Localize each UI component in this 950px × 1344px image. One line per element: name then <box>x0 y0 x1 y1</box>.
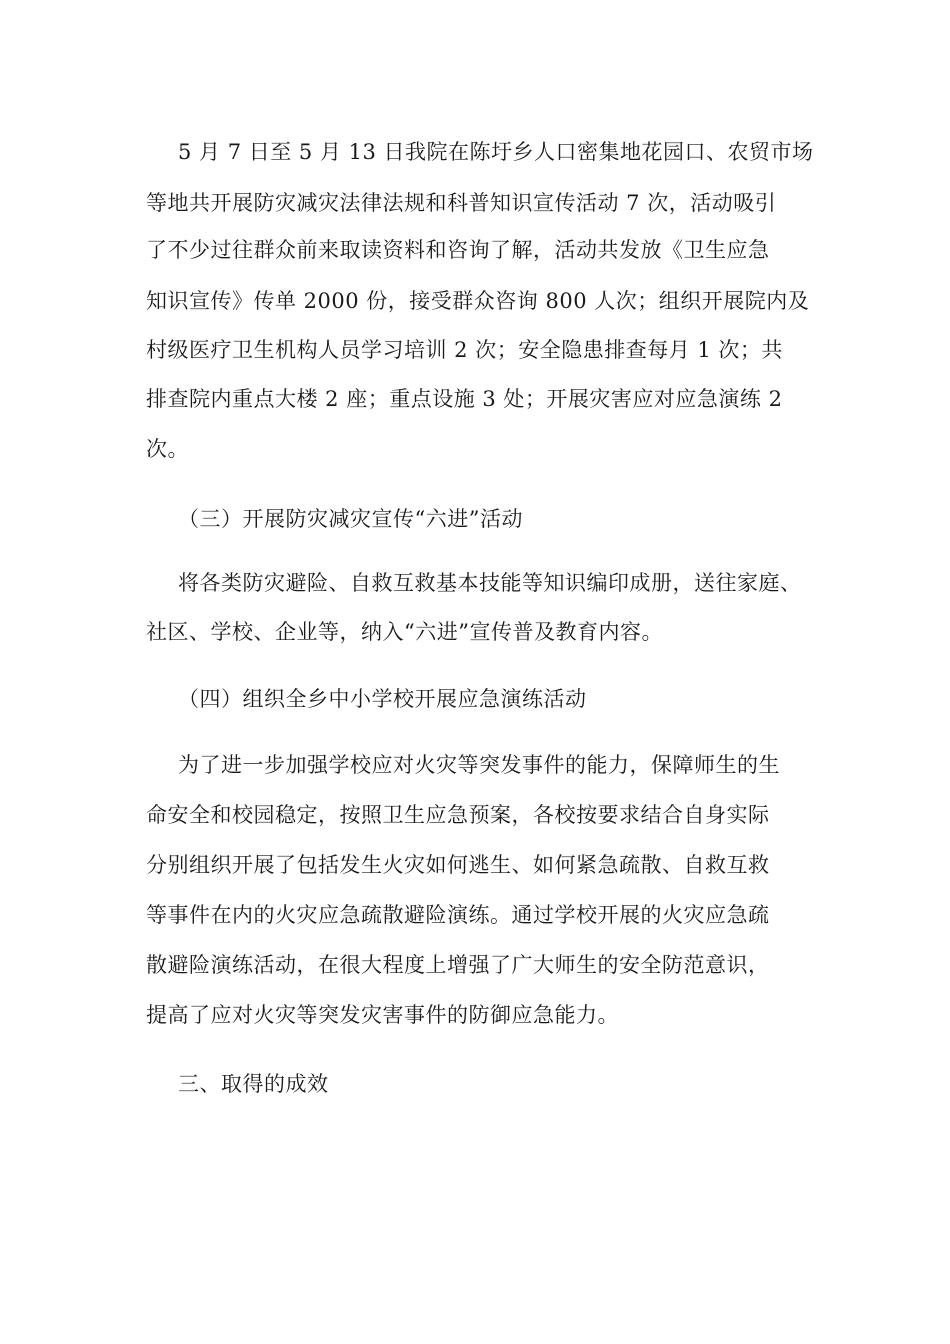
paragraph-2-line-2: 社区、学校、企业等，纳入“六进”宣传普及教育内容。 <box>146 620 663 644</box>
paragraph-3-line-5: 散避险演练活动，在很大程度上增强了广大师生的安全防范意识， <box>146 953 770 977</box>
paragraph-1-line-5: 村级医疗卫生机构人员学习培训 2 次；安全隐患排查每月 1 次；共 <box>146 338 783 362</box>
section-heading: 三、取得的成效 <box>178 1072 329 1096</box>
paragraph-1-line-7: 次。 <box>146 437 189 461</box>
subheading-three: （三）开展防灾减灾宣传“六进”活动 <box>178 507 523 531</box>
paragraph-3-line-1: 为了进一步加强学校应对火灾等突发事件的能力，保障师生的生 <box>178 753 780 777</box>
paragraph-1-line-2: 等地共开展防灾减灾法律法规和科普知识宣传活动 7 次，活动吸引 <box>146 191 777 215</box>
paragraph-3-line-2: 命安全和校园稳定，按照卫生应急预案，各校按要求结合自身实际 <box>146 803 770 827</box>
paragraph-3-line-6: 提高了应对火灾等突发灾害事件的防御应急能力。 <box>146 1003 619 1027</box>
paragraph-1-line-6: 排查院内重点大楼 2 座；重点设施 3 处；开展灾害应对应急演练 2 <box>146 387 783 411</box>
paragraph-1-line-4: 知识宣传》传单 2000 份，接受群众咨询 800 人次；组织开展院内及 <box>146 289 810 313</box>
subheading-four: （四）组织全乡中小学校开展应急演练活动 <box>178 687 587 711</box>
paragraph-2-line-1: 将各类防灾避险、自救互救基本技能等知识编印成册，送往家庭、 <box>178 571 802 595</box>
paragraph-1-line-3: 了不少过往群众前来取读资料和咨询了解，活动共发放《卫生应急 <box>146 238 770 262</box>
paragraph-3-line-3: 分别组织开展了包括发生火灾如何逃生、如何紧急疏散、自救互救 <box>146 853 770 877</box>
paragraph-1-line-1: 5 月 7 日至 5 月 13 日我院在陈圩乡人口密集地花园口、农贸市场 <box>178 140 814 164</box>
paragraph-3-line-4: 等事件在内的火灾应急疏散避险演练。通过学校开展的火灾应急疏 <box>146 903 770 927</box>
